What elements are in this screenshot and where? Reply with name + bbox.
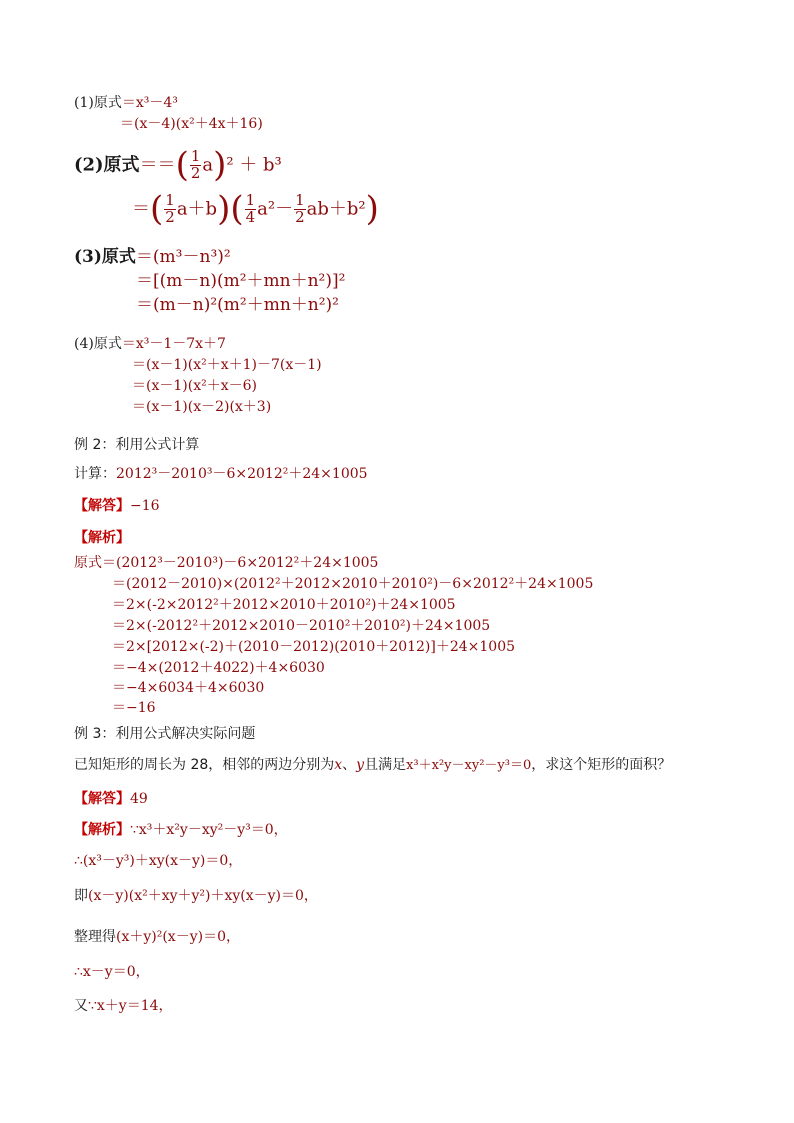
- paren-close: ): [213, 145, 227, 185]
- ex2-step-7: ＝−16: [112, 700, 156, 716]
- ex2-step-5: ＝−4×(2012＋4022)＋4×6030: [112, 660, 325, 676]
- ex3-step-5: ∴x－y＝0，: [74, 964, 150, 980]
- ex3-q-text3: ，求这个矩形的面积？: [531, 757, 672, 773]
- part3-line2: ＝[(m－n)(m²＋mn＋n²)]²: [136, 271, 346, 291]
- part2-l2-b: a＋b: [176, 198, 218, 220]
- part4-line2: ＝(x－1)(x²＋x＋1)－7(x－1): [132, 357, 322, 373]
- ex2-question: [74, 466, 368, 482]
- ex2-step-0: [74, 555, 378, 571]
- ex2-step-3: ＝2×(-2012²＋2012×2010－2010²＋2010²)＋24×1005: [112, 618, 491, 634]
- part2-l2-eq: ＝: [132, 198, 150, 220]
- part4-line4: ＝(x－1)(x－2)(x＋3): [132, 399, 272, 415]
- ex3-step-4: [74, 929, 240, 945]
- ex3-step-6-expr: ∵x＋y＝14，: [88, 998, 173, 1014]
- ex2-title: 例 2：利用公式计算: [74, 437, 200, 453]
- part3-line3: ＝(m－n)²(m²＋mn＋n²)²: [136, 295, 339, 315]
- fraction-half: $\frac{1}{2}$: [165, 191, 175, 227]
- part1-expr1: ＝x³－4³: [121, 95, 178, 111]
- ex3-step-2: ∴(x³－y³)＋xy(x－y)＝0，: [74, 853, 243, 869]
- paren-close: ): [217, 189, 231, 229]
- ex2-step-6: ＝−4×6034＋4×6030: [112, 680, 265, 696]
- ex3-title: 例 3：利用公式解决实际问题: [74, 726, 256, 742]
- ex3-analysis: [74, 820, 288, 838]
- part2-eq: ＝＝: [139, 154, 176, 176]
- answer-tag: 【解答】: [74, 498, 130, 514]
- paren-open: (: [230, 189, 244, 229]
- part1-line2: ＝(x－4)(x²＋4x＋16): [120, 116, 263, 132]
- ex3-question: [74, 757, 671, 774]
- ex3-q-sep: 、: [342, 757, 357, 773]
- ex3-answer-value: 49: [130, 791, 148, 807]
- ex3-step-6-label: 又: [74, 998, 88, 1014]
- ex3-q-x: x: [334, 757, 343, 773]
- ex3-step-1: ∵x³＋x²y－xy²－y³＝0，: [130, 822, 288, 838]
- part2-l2-d: ab＋b²: [306, 198, 366, 220]
- fraction-half: $\frac{1}{2}$: [190, 147, 201, 183]
- paren-open: (: [175, 145, 189, 185]
- ex2-answer: [74, 496, 160, 514]
- part4-expr1: ＝x³－1－7x＋7: [121, 336, 226, 352]
- fraction-half: $\frac{1}{2}$: [295, 191, 305, 227]
- ex2-question-expr: 2012³－2010³－6×2012²＋24×1005: [116, 466, 368, 482]
- ex3-q-expr: x³＋x²y－xy²－y³＝0: [406, 758, 532, 773]
- part2-a: a: [202, 154, 214, 176]
- paren-open: (: [150, 189, 164, 229]
- ex3-answer: [74, 789, 148, 807]
- part1-label: (1)原式: [74, 95, 122, 111]
- analysis-tag: 【解析】: [74, 822, 130, 838]
- answer-tag: 【解答】: [74, 791, 130, 807]
- ex3-step-4-label: 整理得: [74, 929, 116, 945]
- part4-line3: ＝(x－1)(x²＋x－6): [132, 378, 257, 394]
- ex3-q-text2: 且满足: [364, 757, 407, 773]
- ex3-step-3-expr: (x－y)(x²＋xy＋y²)＋xy(x－y)＝0，: [88, 888, 318, 904]
- ex3-q-y: y: [356, 757, 365, 773]
- part3-label: (3)原式: [74, 247, 136, 267]
- part2-line2: [132, 190, 379, 229]
- ex2-question-label: 计算：: [74, 466, 116, 482]
- part3-expr1: ＝(m³－n³)²: [135, 247, 231, 267]
- part2-line1: [74, 146, 282, 185]
- ex3-step-3-label: 即: [74, 888, 88, 904]
- ex2-step-text: 原式＝(2012³－2010³)－6×2012²＋24×1005: [74, 555, 379, 571]
- ex3-step-6: [74, 998, 173, 1014]
- fraction-quarter: $\frac{1}{4}$: [245, 191, 256, 227]
- part3-line1: [74, 248, 231, 268]
- ex2-analysis-tag: 【解析】: [74, 530, 130, 546]
- part1-line1: [74, 95, 178, 111]
- ex3-step-3: [74, 888, 318, 904]
- ex2-step-1: ＝(2012－2010)×(2012²＋2012×2010＋2010²)－6×2012²＋24×1005: [112, 576, 594, 592]
- part2-tail: ² ＋ b³: [226, 154, 282, 176]
- part4-label: (4)原式: [74, 336, 122, 352]
- paren-close: ): [365, 189, 379, 229]
- ex2-step-4: ＝2×[2012×(-2)＋(2010－2012)(2010＋2012)]＋24×1005: [112, 639, 516, 655]
- ex3-step-4-expr: (x＋y)²(x－y)＝0，: [116, 929, 240, 945]
- ex3-q-text1: 已知矩形的周长为 28，相邻的两边分别为: [74, 757, 335, 773]
- ex2-answer-value: −16: [130, 498, 160, 514]
- part4-line1: [74, 336, 226, 352]
- part2-label: (2)原式: [74, 154, 140, 176]
- ex2-step-2: ＝2×(-2×2012²＋2012×2010＋2010²)＋24×1005: [112, 597, 456, 613]
- part2-l2-c: a²－: [257, 198, 294, 220]
